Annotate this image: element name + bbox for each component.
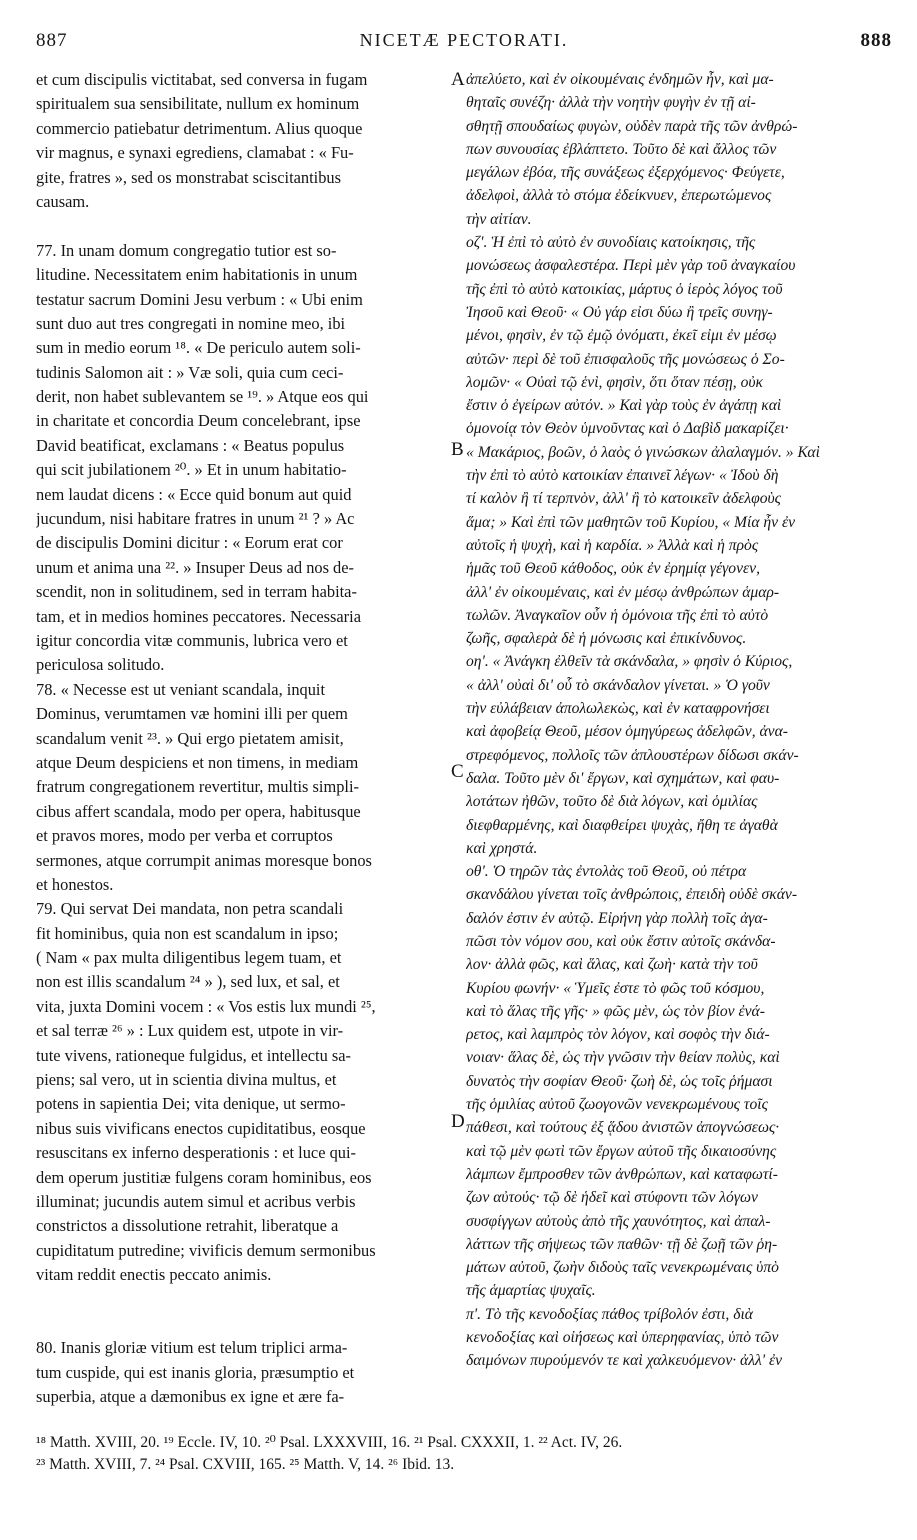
- latin-text-line: jucundum, nisi habitare fratres in unum ²¹ ? » Ac: [36, 509, 355, 529]
- greek-text-line: μένοι, φησὶν, ἐν τῷ ἐμῷ ὀνόματι, ἐκεῖ εἰμι ἐν μέσῳ: [466, 327, 777, 345]
- greek-text-line: τωλῶν. Ἀναγκαῖον οὖν ἡ ὁμόνοια τῆς ἐπὶ τὸ αὐτὸ: [466, 606, 769, 624]
- greek-text-line: τὴν ἐπὶ τὸ αὐτὸ κατοικίαν ἐπαινεῖ λέγων· « Ἰδοὺ δὴ: [466, 467, 779, 485]
- latin-text-line: sunt duo aut tres congregati in nomine meo, ibi: [36, 313, 346, 333]
- page-number-right: 888: [860, 30, 892, 51]
- latin-text-line: nibus suis vivificans enectos cupiditatibus, eosque: [36, 1118, 366, 1138]
- latin-text-line: de discipulis Domini dicitur : « Eorum erat cor: [36, 533, 343, 553]
- latin-text-line: sum in medio eorum ¹⁸. « De periculo autem soli-: [36, 338, 361, 358]
- footnote-line: ¹⁸ Matth. XVIII, 20. ¹⁹ Eccle. IV, 10. ²⁰ Psal. LXXXVIII, 16. ²¹ Psal. CXXXII, 1. ²² Act. IV, 26.: [36, 1434, 623, 1451]
- latin-text-line: cibus affert scandala, modo per opera, habitusque: [36, 801, 361, 821]
- greek-text-line: πων συνουσίας ἐβλάπτετο. Τοῦτο δὲ καὶ ἄλλος τῶν: [466, 140, 777, 158]
- latin-text-line: scendit, non in solitudinem, sed in terram habita-: [36, 582, 357, 602]
- greek-text-line: τί καλὸν ἢ τί τερπνὸν, ἀλλ' ἢ τὸ κατοικεῖν ἀδελφοὺς: [466, 490, 781, 508]
- latin-text-line: tudinis Salomon ait : » Væ soli, quia cum ceci-: [36, 362, 344, 382]
- greek-text-line: διεφθαρμένης, καὶ διαφθείρει ψυχὰς, ἤθη τε ἀγαθὰ: [466, 816, 778, 834]
- greek-text-line: ἡμᾶς τοῦ Θεοῦ κάθοδος, οὐκ ἐν ἐρημίᾳ γέγονεν,: [466, 560, 760, 578]
- greek-text-line: τῆς ὁμιλίας αὐτοῦ ζωογονῶν νενεκρωμένους τοῖς: [466, 1096, 768, 1114]
- latin-text-line: periculosa solitudo.: [36, 655, 165, 675]
- greek-text-line: τὴν εὐλάβειαν ἀπολωλεκὼς, καὶ ἐν καταφρονήσει: [466, 700, 770, 718]
- latin-text-line: tum cuspide, qui est inanis gloria, præsumptio et: [36, 1362, 355, 1382]
- greek-text-line: καὶ τῷ μὲν φωτὶ τῶν ἔργων αὐτοῦ τῆς δικαιοσύνης: [466, 1142, 777, 1160]
- greek-text-line: ἀλλ' ἐν οἰκουμέναις, καὶ ἐν μέσῳ ἀνθρώπων ἁμαρ-: [466, 583, 780, 601]
- greek-text-line: σκανδάλου γίνεται τοῖς ἀνθρώποις, ἐπειδὴ οὐδὲ σκάν-: [466, 886, 798, 904]
- latin-text-line: 77. In unam domum congregatio tutior est so-: [36, 240, 337, 260]
- greek-text-line: ὁμονοίᾳ τὸν Θεὸν ὑμνοῦντας καὶ ὁ Δαβὶδ μακαρίζει·: [466, 420, 789, 438]
- latin-text-line: [36, 214, 449, 238]
- greek-text-line: μονώσεως ἀσφαλεστέρα. Περὶ μὲν γὰρ τοῦ ἀναγκαίου: [466, 257, 796, 275]
- greek-text-line: αὐτῶν· περὶ δὲ τοῦ ἐπισφαλοῦς τῆς μονώσεως ὁ Σο-: [466, 350, 785, 368]
- greek-text-line: « ἀλλ' οὐαὶ δι' οὗ τὸ σκάνδαλον γίνεται. » Ὁ γοῦν: [466, 676, 770, 694]
- latin-text-line: igitur concordia vitæ communis, lubrica vero et: [36, 630, 348, 650]
- greek-text-line: λάμπων ἔμπροσθεν τῶν ἀνθρώπων, καὶ καταφωτί-: [466, 1165, 778, 1183]
- latin-text-line: qui scit jubilationem ²⁰. » Et in unum habitatio-: [36, 460, 347, 480]
- greek-text-line: Κυρίου φωνήν· « Ὑμεῖς ἐστε τὸ φῶς τοῦ κόσμου,: [466, 979, 765, 997]
- greek-text-line: δαλα. Τοῦτο μὲν δι' ἔργων, καὶ σχημάτων, καὶ φαυ-: [466, 769, 780, 787]
- latin-text-line: illuminat; jucundis autem simul et acribus verbis: [36, 1191, 356, 1211]
- greek-text-line: καὶ χρηστά.: [466, 839, 538, 857]
- greek-text-line: θηταῖς συνέζη· ἀλλὰ τὴν νοητὴν φυγὴν ἐν τῇ αἰ-: [466, 94, 756, 112]
- latin-text-line: causam.: [36, 191, 90, 211]
- latin-text-line: spiritualem sua sensibilitate, nullum ex hominum: [36, 94, 360, 114]
- latin-text-line: [36, 1288, 449, 1312]
- latin-text-line: et sal terræ ²⁶ » : Lux quidem est, utpote in vir-: [36, 1021, 344, 1041]
- greek-text-line: καὶ ἀφοβείᾳ Θεοῦ, μέσον ὁμηγύρεως ἀδελφῶν, ἀνα-: [466, 723, 788, 741]
- latin-text-line: nem laudat dicens : « Ecce quid bonum aut quid: [36, 484, 352, 504]
- latin-text-line: [36, 1312, 449, 1336]
- latin-text-line: constrictos a dissolutione retrahit, liberatque a: [36, 1216, 339, 1236]
- greek-text-line: λον· ἀλλὰ φῶς, καὶ ἅλας, καὶ ζωὴ· κατὰ τὴν τοῦ: [466, 956, 758, 974]
- greek-text-line: ἀπελύετο, καὶ ἐν οἰκουμέναις ἐνδημῶν ἦν, καὶ μα-: [466, 71, 774, 88]
- greek-text-line: πῶσι τὸν νόμον σου, καὶ οὐκ ἔστιν αὐτοῖς σκάνδα-: [466, 932, 776, 950]
- greek-text-line: πάθεσι, καὶ τούτους ἐξ ᾅδου ἀνιστῶν ἀπογνώσεως·: [466, 1119, 780, 1137]
- greek-text-line: τὴν αἰτίαν.: [466, 210, 532, 228]
- greek-text-line: ἔστιν ὁ ἐγείρων αὐτόν. » Καὶ γὰρ τοὺς ἐν ἀγάπῃ καὶ: [466, 397, 782, 415]
- latin-text-line: atque Deum despiciens et non timens, in mediam: [36, 752, 359, 772]
- latin-text-line: sermones, atque corrumpit animas moresque bonos: [36, 850, 372, 870]
- greek-text-line: ἀδελφοὶ, ἀλλὰ τὸ στόμα ἐδείκνυεν, ἐπερωτώμενος: [466, 187, 772, 205]
- latin-text-line: piens; sal vero, ut in scientia divina multus, et: [36, 1070, 337, 1090]
- latin-text-line: unum et anima una ²². » Insuper Deus ad nos de-: [36, 557, 354, 577]
- latin-text-line: potens in sapientia Dei; vita denique, ut sermo-: [36, 1094, 346, 1114]
- greek-column: [466, 68, 890, 1373]
- greek-text-line: « Μακάριος, βοῶν, ὁ λαὸς ὁ γινώσκων ἀλαλαγμόν. » Καὶ: [466, 443, 820, 461]
- greek-text-line: ζωῆς, σφαλερὰ δὲ ἡ μόνωσις καὶ ἐπικίνδυνος.: [466, 630, 747, 648]
- running-title: NICETÆ PECTORATI.: [359, 30, 569, 50]
- greek-text-line: στρεφόμενος, πολλοῖς τῶν ἁπλουστέρων δίδωσι σκάν-: [466, 746, 799, 764]
- greek-text-line: λομῶν· « Οὐαὶ τῷ ἑνὶ, φησὶν, ὅτι ὅταν πέσῃ, οὐκ: [466, 373, 764, 391]
- latin-text-line: in charitate et concordia Deum concelebrant, ipse: [36, 411, 361, 431]
- greek-text-line: νοιαν· ἅλας δὲ, ὡς τὴν γνῶσιν τὴν θείαν πολὺς, καὶ: [466, 1049, 780, 1067]
- running-header: [36, 30, 892, 56]
- greek-text-line: τῆς ἐπὶ τὸ αὐτὸ κατοικίας, μάρτυς ὁ ἱερὸς λόγος τοῦ: [466, 280, 783, 298]
- latin-text-line: vitam reddit enectis peccato animis.: [36, 1265, 272, 1285]
- greek-text-line: δαλόν ἐστιν ἐν αὐτῷ. Εἰρήνη γὰρ πολλὴ τοῖς ἀγα-: [466, 909, 768, 927]
- greek-text-line: π'. Τὸ τῆς κενοδοξίας πάθος τρίβολόν ἐστι, διὰ: [466, 1305, 753, 1323]
- latin-text-line: testatur sacrum Domini Jesu verbum : « Ubi enim: [36, 289, 363, 309]
- latin-text-line: ( Nam « pax multa diligentibus legem tuam, et: [36, 948, 342, 968]
- latin-text-line: 79. Qui servat Dei mandata, non petra scandali: [36, 899, 344, 919]
- latin-text-line: resuscitans ex inferno desperationis : et luce qui-: [36, 1143, 356, 1163]
- greek-text-line: οη'. « Ἀνάγκη ἐλθεῖν τὰ σκάνδαλα, » φησὶν ὁ Κύριος,: [466, 653, 793, 671]
- margin-letter-a: A: [451, 69, 465, 90]
- latin-text-line: fratrum congregationem revertitur, multis simpli-: [36, 777, 359, 797]
- latin-text-line: vir magnus, e synaxi egrediens, clamabat : « Fu-: [36, 143, 354, 163]
- latin-text-line: gite, fratres », sed os monstrabat sciscitantibus: [36, 167, 341, 187]
- greek-text-line: μάτων αὐτοῦ, ζωὴν διδοὺς ταῖς νενεκρωμέναις ὑπὸ: [466, 1259, 779, 1277]
- greek-text-line: μεγάλων ἐβόα, τῆς συνάξεως ἐξερχόμενος· Φεύγετε,: [466, 164, 785, 182]
- footnotes: [36, 1432, 892, 1476]
- latin-column: [36, 68, 449, 1409]
- latin-text-line: tam, et in medios homines peccatores. Necessaria: [36, 606, 361, 626]
- greek-text-line: λάττων τῆς σήψεως τῶν παθῶν· τῇ δὲ ζωῇ τῶν ῥη-: [466, 1235, 778, 1253]
- latin-text-line: Dominus, verumtamen væ homini illi per quem: [36, 704, 348, 724]
- latin-text-line: scandalum venit ²³. » Qui ergo pietatem amisit,: [36, 728, 344, 748]
- greek-text-line: τῆς ἁμαρτίας ψυχαῖς.: [466, 1282, 596, 1300]
- latin-text-line: 80. Inanis gloriæ vitium est telum triplici arma-: [36, 1338, 348, 1358]
- greek-text-line: λοτάτων ἠθῶν, τοῦτο δὲ διὰ λόγων, καὶ ὁμιλίας: [466, 793, 758, 811]
- greek-text-line: συσφίγγων αὐτοὺς ἀπὸ τῆς χαυνότητος, καὶ ἀπαλ-: [466, 1212, 771, 1230]
- latin-text-line: derit, non habet sublevantem se ¹⁹. » Atque eos qui: [36, 387, 369, 407]
- greek-text-line: οζ'. Ἡ ἐπὶ τὸ αὐτὸ ἐν συνοδίαις κατοίκησις, τῆς: [466, 234, 756, 252]
- footnote-line: ²³ Matth. XVIII, 7. ²⁴ Psal. CXVIII, 165. ²⁵ Matth. V, 14. ²⁶ Ibid. 13.: [36, 1456, 455, 1473]
- page-number-left: 887: [36, 30, 68, 51]
- greek-text-line: οθ'. Ὁ τηρῶν τὰς ἐντολὰς τοῦ Θεοῦ, οὐ πέτρα: [466, 863, 747, 881]
- greek-text-line: σθητῇ σπουδαίως φυγὼν, οὐδὲν παρὰ τῆς τῶν ἀνθρώ-: [466, 117, 798, 135]
- margin-letter-b: B: [451, 439, 464, 460]
- margin-letter-c: C: [451, 761, 464, 782]
- greek-text-line: καὶ τὸ ἅλας τῆς γῆς· » φῶς μὲν, ὡς τὸν βίον ἐνά-: [466, 1002, 765, 1020]
- greek-text-line: αὐτοῖς ἡ ψυχὴ, καὶ ἡ καρδία. » Ἀλλὰ καὶ ἡ πρὸς: [466, 536, 759, 554]
- latin-text-line: et pravos mores, modo per verba et corruptos: [36, 826, 333, 846]
- greek-text-line: δαιμόνων πυρούμενόν τε καὶ χαλκευόμενον· ἀλλ' ἐν: [466, 1352, 783, 1370]
- latin-text-line: et cum discipulis victitabat, sed conversa in fugam: [36, 70, 368, 89]
- latin-text-line: commercio patiebatur detrimentum. Alius quoque: [36, 118, 363, 138]
- greek-text-line: ἅμα; » Καὶ ἐπὶ τῶν μαθητῶν τοῦ Κυρίου, « Μία ἦν ἐν: [466, 513, 796, 531]
- latin-text-line: dem operum justitiæ fulgens coram hominibus, eos: [36, 1167, 372, 1187]
- latin-text-line: litudine. Necessitatem enim habitationis in unum: [36, 265, 358, 285]
- greek-text-line: δυνατὸς τὴν σοφίαν Θεοῦ· ζωὴ δὲ, ὡς τοῖς ῥήμασι: [466, 1072, 773, 1090]
- latin-text-line: 78. « Necesse est ut veniant scandala, inquit: [36, 679, 326, 699]
- latin-text-line: vita, juxta Domini vocem : « Vos estis lux mundi ²⁵,: [36, 996, 376, 1016]
- greek-text-line: ζων αὐτούς· τῷ δὲ ἡδεῖ καὶ στύφοντι τῶν λόγων: [466, 1189, 758, 1207]
- latin-text-line: fit hominibus, quia non est scandalum in ipso;: [36, 923, 339, 943]
- latin-text-line: David beatificat, exclamans : « Beatus populus: [36, 435, 345, 455]
- greek-text-line: κενοδοξίας καὶ οἰήσεως καὶ ὑπερηφανίας, ὑπὸ τῶν: [466, 1329, 779, 1347]
- latin-text-line: tute vivens, rationeque fulgidus, et intellectu sa-: [36, 1045, 351, 1065]
- greek-text-line: Ἰησοῦ καὶ Θεοῦ· « Οὐ γάρ εἰσι δύω ἢ τρεῖς συνηγ-: [466, 303, 773, 321]
- latin-text-line: non est illis scandalum ²⁴ » ), sed lux, et sal, et: [36, 972, 340, 992]
- latin-text-line: cupiditatum putredine; vivificis demum sermonibus: [36, 1240, 376, 1260]
- latin-text-line: superbia, atque a dæmonibus ex igne et ære fa-: [36, 1387, 345, 1407]
- margin-letter-d: D: [451, 1111, 465, 1132]
- greek-text-line: ρετος, καὶ λαμπρὸς τὸν λόγον, καὶ σοφὸς τὴν διά-: [466, 1026, 770, 1044]
- latin-text-line: et honestos.: [36, 874, 114, 894]
